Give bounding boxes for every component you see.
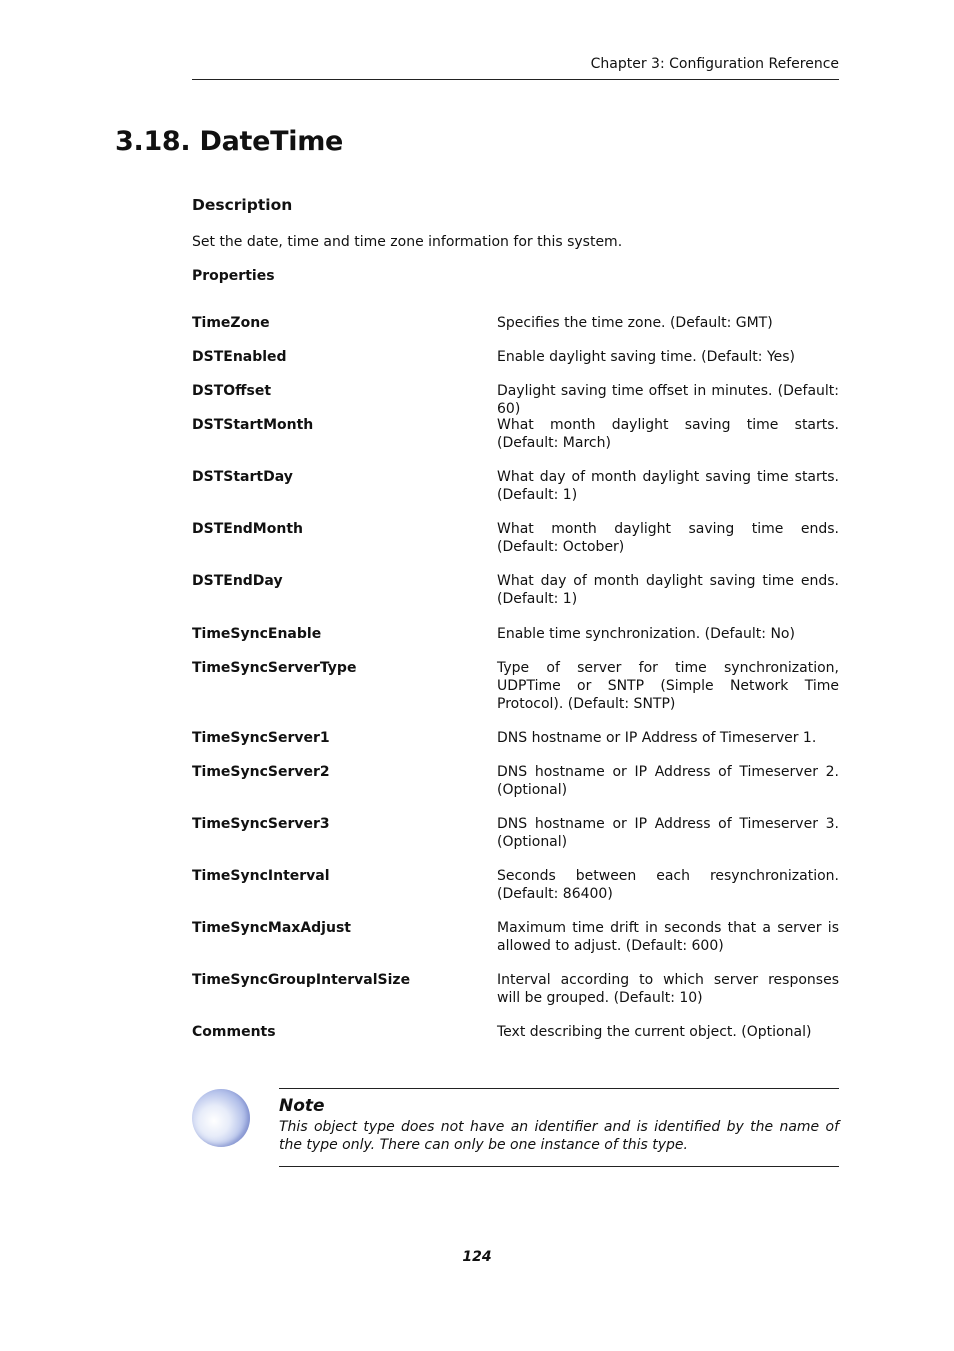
property-description: Seconds between each resynchronization. (Default: 86400): [497, 868, 839, 902]
property-description: What day of month daylight saving time ends. (Default: 1): [497, 573, 839, 607]
running-header: [192, 55, 839, 80]
property-description: DNS hostname or IP Address of Timeserver 1.: [497, 730, 817, 746]
description-heading: Description: [192, 196, 293, 214]
property-name: DSTEnabled: [192, 349, 287, 365]
property-name: TimeSyncEnable: [192, 626, 322, 642]
description-text: Set the date, time and time zone information for this system.: [192, 234, 623, 250]
properties-heading: Properties: [192, 268, 275, 284]
property-description: What day of month daylight saving time starts. (Default: 1): [497, 469, 839, 503]
property-description: What month daylight saving time starts. (Default: March): [497, 417, 839, 451]
property-name: TimeSyncServer2: [192, 764, 330, 780]
property-name: TimeZone: [192, 315, 270, 331]
note-title: Note: [279, 1096, 325, 1116]
property-name: DSTStartMonth: [192, 417, 314, 433]
property-description: Daylight saving time offset in minutes. (Default: 60): [497, 383, 839, 417]
property-description: Text describing the current object. (Optional): [497, 1024, 812, 1040]
property-description: DNS hostname or IP Address of Timeserver 2. (Optional): [497, 764, 839, 798]
property-name: TimeSyncMaxAdjust: [192, 920, 351, 936]
page-number: 124: [462, 1249, 492, 1265]
note-icon: [192, 1089, 250, 1147]
property-name: TimeSyncInterval: [192, 868, 330, 884]
property-name: TimeSyncGroupIntervalSize: [192, 972, 411, 988]
property-description: Interval according to which server responses will be grouped. (Default: 10): [497, 972, 839, 1006]
property-description: What month daylight saving time ends. (Default: October): [497, 521, 839, 555]
property-description: Maximum time drift in seconds that a server is allowed to adjust. (Default: 600): [497, 920, 839, 954]
note-text: This object type does not have an identifier and is identified by the name of the type only. There can only be one instance of this type.: [279, 1119, 839, 1153]
property-description: Enable daylight saving time. (Default: Yes): [497, 349, 795, 365]
property-description: DNS hostname or IP Address of Timeserver 3. (Optional): [497, 816, 839, 850]
chapter-title: Chapter 3: Configuration Reference: [590, 56, 839, 72]
property-name: DSTEndDay: [192, 573, 283, 589]
property-name: TimeSyncServerType: [192, 660, 357, 676]
property-name: DSTOffset: [192, 383, 272, 399]
property-description: Enable time synchronization. (Default: No): [497, 626, 795, 642]
note-box: [279, 1088, 839, 1167]
property-name: Comments: [192, 1024, 276, 1040]
property-name: DSTStartDay: [192, 469, 293, 485]
property-description: Specifies the time zone. (Default: GMT): [497, 315, 773, 331]
property-description: Type of server for time synchronization, UDPTime or SNTP (Simple Network Time Protocol). (Default: SNTP): [497, 660, 839, 712]
property-name: TimeSyncServer1: [192, 730, 330, 746]
property-name: DSTEndMonth: [192, 521, 303, 537]
property-name: TimeSyncServer3: [192, 816, 330, 832]
section-title: 3.18. DateTime: [115, 126, 344, 157]
